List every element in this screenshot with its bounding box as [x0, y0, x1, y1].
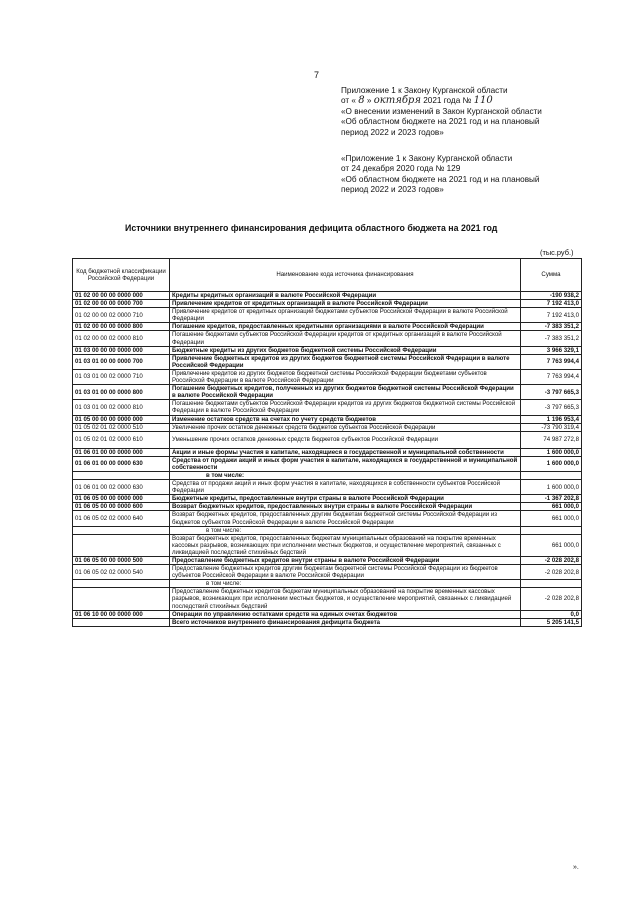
header-sum: Сумма — [521, 259, 582, 292]
table-row — [73, 300, 582, 308]
table-row — [73, 610, 582, 618]
row-sum: -2 028 202,8 — [521, 588, 582, 610]
table-row — [73, 511, 582, 526]
row-name: Погашение бюджетами субъектов Российской Федерации кредитов из других бюджетов бюджетной системы Российской Федерации в валюте Российской Федерации — [170, 400, 521, 415]
closing-quote-mark: ». — [573, 864, 579, 871]
header-code: Код бюджетной классификации Российской Федерации — [73, 259, 170, 292]
row-code: 01 06 10 00 00 0000 000 — [73, 610, 170, 618]
row-name: в том числе: — [170, 471, 521, 479]
table-row — [73, 431, 582, 448]
row-code — [73, 534, 170, 556]
row-name: в том числе: — [170, 526, 521, 534]
row-code — [73, 526, 170, 534]
row-name: Операции по управлению остатками средств на единых счетах бюджетов — [170, 610, 521, 618]
page-number: 7 — [314, 70, 320, 80]
header-name: Наименование кода источника финансирования — [170, 259, 521, 292]
document-title: Источники внутреннего финансирования дефицита областного бюджета на 2021 год — [125, 223, 498, 233]
table-row — [73, 354, 582, 369]
appendix-original-line1: «Приложение 1 к Закону Курганской области — [341, 154, 513, 163]
row-sum: 1 600 000,0 — [521, 456, 582, 471]
row-code: 01 03 01 00 02 0000 810 — [73, 400, 170, 415]
total-row — [73, 618, 582, 626]
row-sum: -7 383 351,2 — [521, 331, 582, 346]
row-code: 01 06 01 00 00 0000 000 — [73, 448, 170, 456]
appendix-original-block — [341, 154, 626, 196]
table-row — [73, 588, 582, 610]
units-label: (тыс.руб.) — [540, 248, 574, 257]
row-code: 01 02 00 00 00 0000 000 — [73, 292, 170, 300]
row-name: Акции и иные формы участия в капитале, находящиеся в государственной и муниципальной собственности — [170, 448, 521, 456]
financing-sources-table — [72, 258, 582, 627]
row-sum: 7 192 413,0 — [521, 300, 582, 308]
row-sum: -7 383 351,2 — [521, 323, 582, 331]
row-name: Привлечение кредитов от кредитных организаций в валюте Российской Федерации — [170, 300, 521, 308]
row-name: Предоставление бюджетных кредитов бюджетам муниципальных образований на покрытие временных кассовых разрывов, возникающих при исполнении местных бюджетов, и осуществление мероприятий, связанных с ликвидацией последствий стихийных бедствий — [170, 588, 521, 610]
row-name: Предоставление бюджетных кредитов внутри страны в валюте Российской Федерации — [170, 557, 521, 565]
row-code: 01 03 01 00 00 0000 700 — [73, 354, 170, 369]
appendix-current-line3: «О внесении изменений в Закон Курганской области — [341, 106, 542, 116]
table-row — [73, 495, 582, 503]
row-code: 01 02 00 00 02 0000 710 — [73, 308, 170, 323]
table-row — [73, 565, 582, 580]
row-code — [73, 471, 170, 479]
row-name: Привлечение кредитов из других бюджетов бюджетной системы Российской Федерации бюджетами субъектов Российской Федерации в валюте Российской Федерации — [170, 369, 521, 384]
date-prefix: от « — [341, 96, 356, 106]
appendix-current-line1: Приложение 1 к Закону Курганской области — [341, 86, 508, 95]
table-row — [73, 308, 582, 323]
row-sum: -190 938,2 — [521, 292, 582, 300]
row-sum — [521, 471, 582, 479]
row-code: 01 03 01 00 00 0000 800 — [73, 385, 170, 400]
row-code: 01 06 05 00 00 0000 000 — [73, 495, 170, 503]
row-name: Бюджетные кредиты из других бюджетов бюджетной системы Российской Федерации — [170, 346, 521, 354]
row-code: 01 06 01 00 02 0000 630 — [73, 480, 170, 495]
appendix-current-line4: «Об областном бюджете на 2021 год и на плановый — [341, 117, 540, 127]
row-sum — [521, 580, 582, 588]
row-name: Погашение бюджетами субъектов Российской Федерации кредитов от кредитных организаций в валюте Российской Федерации — [170, 331, 521, 346]
row-sum: 1 600 000,0 — [521, 448, 582, 456]
table-row — [73, 534, 582, 556]
row-name: Возврат бюджетных кредитов, предоставленных бюджетам муниципальных образований на покрытие временных кассовых разрывов, возникающих при исполнении местных бюджетов, и осуществление мероприятий, связанных с ликвидацией последствий стихийных бедствий — [170, 534, 521, 556]
row-sum: 7 763 994,4 — [521, 369, 582, 384]
row-code: 01 02 00 00 00 0000 800 — [73, 323, 170, 331]
row-code: 01 06 05 00 00 0000 500 — [73, 557, 170, 565]
row-name: Предоставление бюджетных кредитов другим бюджетам бюджетной системы Российской Федерации из бюджетов субъектов Российской Федерации в валюте Российской Федерации — [170, 565, 521, 580]
row-sum: 1 600 000,0 — [521, 480, 582, 495]
row-name: Изменение остатков средств на счетах по учету средств бюджетов — [170, 415, 521, 423]
table-row — [73, 448, 582, 456]
row-code: 01 02 00 00 00 0000 700 — [73, 300, 170, 308]
row-sum: 1 196 953,4 — [521, 415, 582, 423]
row-code — [73, 580, 170, 588]
table-row — [73, 456, 582, 471]
table-row — [73, 385, 582, 400]
row-sum: 0,0 — [521, 610, 582, 618]
row-name: Средства от продажи акций и иных форм участия в капитале, находящихся в государственной и муниципальной собственности — [170, 456, 521, 471]
table-row — [73, 369, 582, 384]
row-name: Уменьшение прочих остатков денежных средств бюджетов субъектов Российской Федерации — [170, 431, 521, 448]
row-code: 01 05 02 01 02 0000 610 — [73, 431, 170, 448]
appendix-original-line4: период 2022 и 2023 годов» — [341, 185, 444, 195]
row-sum: 661 000,0 — [521, 511, 582, 526]
handwritten-month: октября — [373, 95, 421, 107]
row-code — [73, 618, 170, 626]
row-code — [73, 588, 170, 610]
row-code: 01 06 01 00 00 0000 630 — [73, 456, 170, 471]
row-name: Возврат бюджетных кредитов, предоставленных другим бюджетам бюджетной системы Российской Федерации из бюджетов субъектов Российской Федерации в валюте Российской Федерации — [170, 511, 521, 526]
row-sum: -3 797 665,3 — [521, 385, 582, 400]
row-name: в том числе: — [170, 580, 521, 588]
row-name: Привлечение кредитов от кредитных организаций бюджетами субъектов Российской Федерации в валюте Российской Федерации — [170, 308, 521, 323]
table-row — [73, 292, 582, 300]
table-row — [73, 480, 582, 495]
row-name: Бюджетные кредиты, предоставленные внутри страны в валюте Российской Федерации — [170, 495, 521, 503]
table-row — [73, 331, 582, 346]
row-sum: -2 028 202,8 — [521, 565, 582, 580]
row-name: Кредиты кредитных организаций в валюте Российской Федерации — [170, 292, 521, 300]
table-row — [73, 503, 582, 511]
appendix-original-line3: «Об областном бюджете на 2021 год и на плановый — [341, 174, 540, 184]
row-name: Средства от продажи акций и иных форм участия в капитале, находящихся в собственности субъектов Российской Федерации — [170, 480, 521, 495]
row-code: 01 02 00 00 02 0000 810 — [73, 331, 170, 346]
row-code: 01 03 00 00 00 0000 000 — [73, 346, 170, 354]
row-sum: 3 966 329,1 — [521, 346, 582, 354]
row-code: 01 06 05 00 00 0000 600 — [73, 503, 170, 511]
row-code: 01 03 01 00 02 0000 710 — [73, 369, 170, 384]
row-name: Всего источников внутреннего финансирования дефицита бюджета — [170, 618, 521, 626]
row-code: 01 05 00 00 00 0000 000 — [73, 415, 170, 423]
row-sum: 74 987 272,8 — [521, 431, 582, 448]
row-sum: 661 000,0 — [521, 534, 582, 556]
appendix-current-date-line — [341, 96, 626, 106]
appendix-current-line5: период 2022 и 2023 годов» — [341, 127, 444, 137]
appendix-current-block — [341, 86, 626, 138]
appendix-original-line2: от 24 декабря 2020 года № 129 — [341, 164, 461, 174]
handwritten-number: 110 — [473, 95, 493, 107]
row-sum: -3 797 665,3 — [521, 400, 582, 415]
row-name: Привлечение бюджетных кредитов из других бюджетов бюджетной системы Российской Федерации в валюте Российской Федерации — [170, 354, 521, 369]
date-mid: » — [366, 96, 372, 106]
row-sum: 5 205 141,5 — [521, 618, 582, 626]
date-suffix: 2021 года № — [423, 96, 472, 106]
table-row — [73, 580, 582, 588]
row-name: Увеличение прочих остатков денежных средств бюджетов субъектов Российской Федерации — [170, 423, 521, 431]
table-row — [73, 423, 582, 431]
row-sum: -2 028 202,8 — [521, 557, 582, 565]
row-sum: 7 763 994,4 — [521, 354, 582, 369]
table-row — [73, 415, 582, 423]
row-sum: -1 367 202,8 — [521, 495, 582, 503]
row-sum: -73 790 319,4 — [521, 423, 582, 431]
table-row — [73, 323, 582, 331]
row-code: 01 05 02 01 02 0000 510 — [73, 423, 170, 431]
table-row — [73, 400, 582, 415]
table-row — [73, 557, 582, 565]
row-name: Погашение кредитов, предоставленных кредитными организациями в валюте Российской Федерации — [170, 323, 521, 331]
row-code: 01 06 05 02 02 0000 540 — [73, 565, 170, 580]
table-row — [73, 526, 582, 534]
row-name: Возврат бюджетных кредитов, предоставленных внутри страны в валюте Российской Федерации — [170, 503, 521, 511]
table-header-row — [73, 259, 582, 292]
row-sum: 7 192 413,0 — [521, 308, 582, 323]
row-sum: 661 000,0 — [521, 503, 582, 511]
row-code: 01 06 05 02 02 0000 640 — [73, 511, 170, 526]
row-sum — [521, 526, 582, 534]
row-name: Погашение бюджетных кредитов, полученных из других бюджетов бюджетной системы Российской Федерации в валюте Российской Федерации — [170, 385, 521, 400]
table-row — [73, 346, 582, 354]
table-row — [73, 471, 582, 479]
handwritten-day: 8 — [358, 95, 365, 107]
